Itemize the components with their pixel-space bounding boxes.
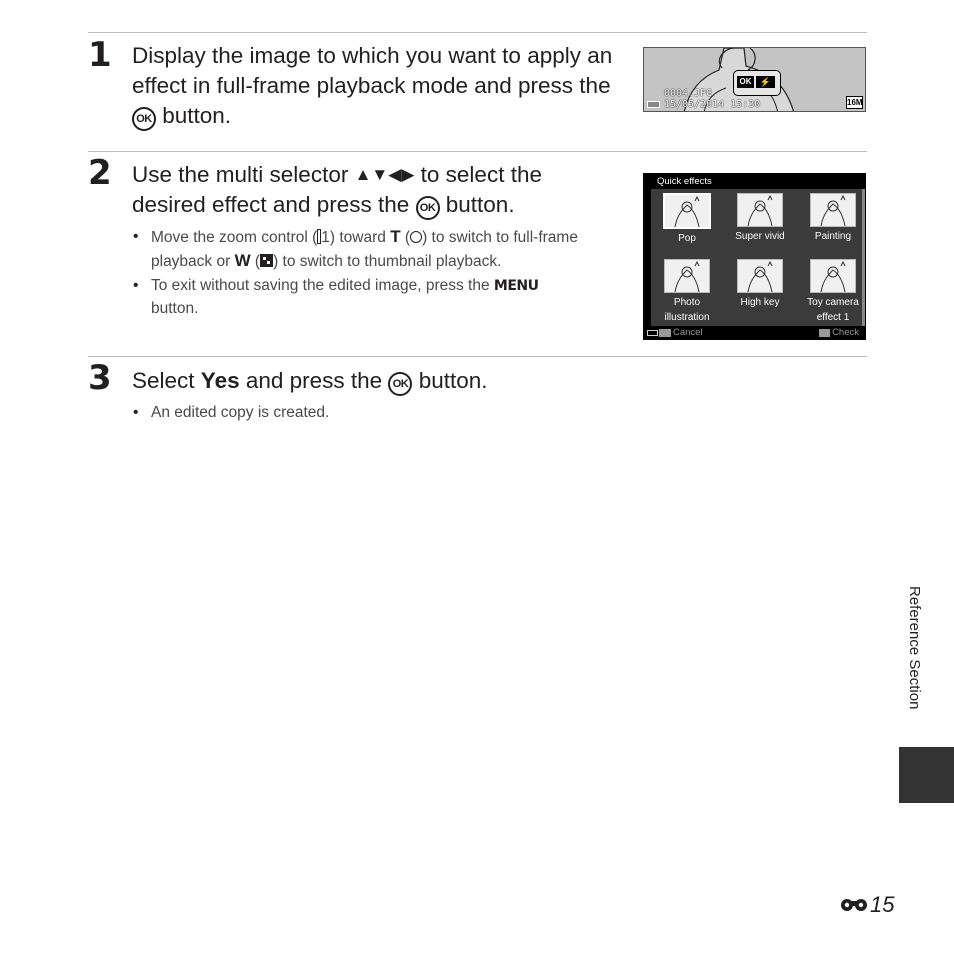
step-1-text-a: Display the image to which you want to apply an effect in full-frame playback mode and press the	[132, 43, 613, 98]
rule-step2	[88, 151, 867, 152]
effect-label: Toy camera effect 1	[807, 297, 859, 323]
effect-tile[interactable]	[797, 193, 866, 244]
effect-thumbnail	[810, 193, 856, 227]
cancel-hint: Cancel	[673, 327, 703, 338]
step-2-text-a: Use the multi selector	[132, 162, 355, 187]
effect-grid	[651, 189, 864, 329]
quick-effects-footer	[643, 326, 866, 340]
effect-tile[interactable]	[724, 259, 796, 310]
section-tab	[899, 747, 954, 803]
file-name: 0004.JPG	[664, 88, 713, 99]
menu-button-label: MENU	[493, 278, 539, 294]
step-1-text-b: button.	[156, 103, 232, 128]
ok-button-icon: OK	[132, 107, 156, 131]
effect-label: Painting	[814, 231, 852, 242]
step-3-number: 3	[88, 358, 112, 398]
ok-icon: OK	[737, 76, 754, 88]
quick-effects-screen	[643, 173, 866, 340]
w-zoom-label: W	[234, 250, 251, 270]
battery-icon	[647, 101, 660, 108]
ok-effect-guide	[733, 70, 781, 96]
quick-effect-icon: ⚡	[756, 76, 775, 88]
battery-icon	[647, 330, 658, 336]
page-number	[840, 892, 894, 918]
rule-top	[88, 32, 867, 33]
step-3-text-b: and press the	[239, 368, 389, 393]
effect-tile[interactable]	[797, 259, 866, 325]
t-zoom-label: T	[390, 227, 401, 246]
step-3-text	[132, 366, 622, 396]
step-1-number: 1	[88, 35, 112, 75]
effect-thumbnail	[664, 259, 710, 293]
step-2-bullet-1: • Move the zoom control ( 1) toward T ( ) to switch to full-frame playback or W ( ) to switch to thumbnail playback.	[132, 226, 602, 273]
step-1-text	[132, 41, 622, 131]
step-3-bullets	[132, 402, 602, 427]
zoom-button-icon	[819, 329, 830, 337]
ok-button-icon: OK	[416, 196, 440, 220]
step-2-bullets	[132, 226, 602, 322]
section-label: Reference Section	[906, 586, 923, 710]
effect-label: High key	[740, 297, 780, 308]
playback-zoom-icon	[410, 231, 422, 243]
effect-tile[interactable]	[651, 193, 723, 246]
image-size-icon: 16M	[847, 98, 863, 107]
effect-tile[interactable]	[651, 259, 723, 325]
quick-effects-header: Quick effects	[657, 176, 712, 187]
effect-label: Pop	[678, 233, 696, 244]
step-2-bullet-2: • To exit without saving the edited image, press the MENU button.	[132, 275, 602, 320]
ok-button-icon: OK	[388, 372, 412, 396]
effect-label: Photo illustration	[664, 297, 710, 323]
binoculars-icon	[840, 892, 868, 908]
step-2-text-c: button.	[439, 192, 515, 217]
playback-screen	[643, 47, 866, 112]
multi-selector-arrows-icon: ▲▼◀▶	[354, 165, 415, 184]
menu-button-icon	[659, 329, 671, 337]
check-hint: Check	[832, 327, 859, 338]
date-time: 15/05/2014 15:30	[664, 99, 761, 110]
effect-label: Super vivid	[735, 231, 785, 242]
step-2-number: 2	[88, 153, 112, 193]
step-2-text	[132, 160, 622, 220]
effect-thumbnail	[663, 193, 711, 229]
effect-tile[interactable]	[724, 193, 796, 244]
effect-thumbnail	[810, 259, 856, 293]
thumbnail-icon	[260, 254, 273, 267]
effect-thumbnail	[737, 259, 783, 293]
step-3-text-a: Select	[132, 368, 201, 393]
page-number-text: 15	[870, 892, 895, 917]
step-2-text-b: to select the desired effect and press the	[132, 162, 542, 217]
effect-thumbnail	[737, 193, 783, 227]
rule-step3	[88, 356, 867, 357]
step-3-bullet-1: • An edited copy is created.	[132, 402, 602, 425]
scrollbar[interactable]	[862, 189, 865, 329]
yes-label: Yes	[200, 368, 240, 393]
step-3-text-c: button.	[412, 368, 488, 393]
